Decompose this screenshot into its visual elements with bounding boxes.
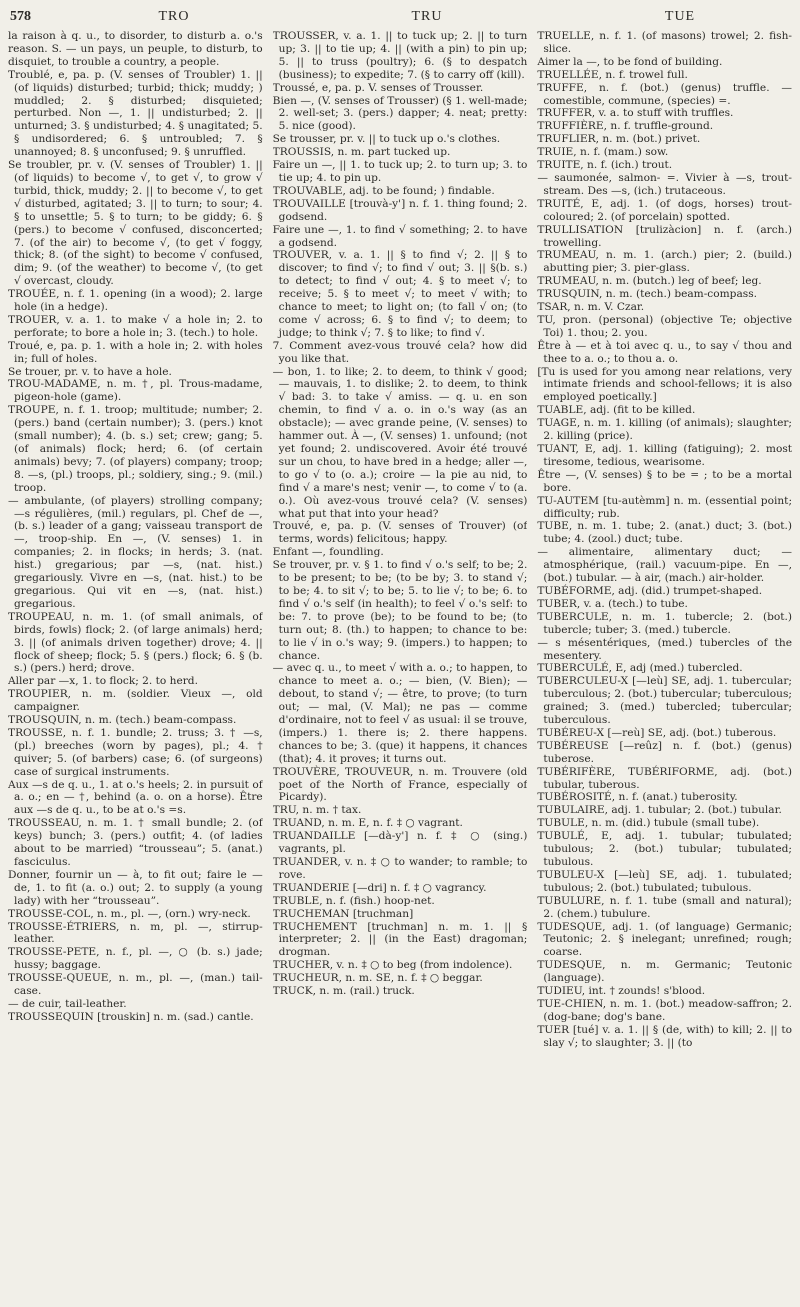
dictionary-entry: Troué, e, pa. p. 1. with a hole in; 2. with holes in; full of holes. [8,339,263,365]
dictionary-entry: TROUSQUIN, n. m. (tech.) beam-compass. [8,714,237,727]
dictionary-entry: Aimer la —, to be fond of building. [537,55,723,68]
dictionary-entry: Aux —s de q. u., 1. at o.'s heels; 2. in pursuit of a. o.; en — †, behind (a. o. on a horse). Être aux —s de q. u., to be at o.'s =s. [8,778,263,817]
column-1 [8,30,263,1307]
dictionary-entry: — s mésentériques, (med.) tubercles of the mesentery. [537,636,793,662]
dictionary-entry: Bien —, (V. senses of Trousser) (§ 1. well-made; 2. well-set; 3. (pers.) dapper; 4. neat; pretty: 5. nice (good). [272,94,528,133]
dictionary-entry: TUBULEU-X [—leù] SE, adj. 1. tubulated; tubulous; 2. (bot.) tubulated; tubulous. [537,868,793,894]
dictionary-entry: TRUELLÉE, n. f. trowel full. [537,68,688,81]
dictionary-entry: — avec q. u., to meet √ with a. o.; to happen, to chance to meet a. o.; — bien, (V. Bien); — debout, to stand √; — être, to prove; (to turn out; — mal, (V. Mal); ne pas — comme d'ordinaire, not to feel √ as usual: il se trouve, (impers.) 1. there is; 2. there happens. chances to be; 3. (que) it happens, it chances (that); 4. it proves; it turns out. [272,662,528,765]
dictionary-entry: TROUSSER, v. a. 1. || to tuck up; 2. || to turn up; 3. || to tie up; 4. || (with a pin) to pin up; 5. || to truss (poultry); 6. (§ to despatch (business); to expedite; 7. (§ to carry off (kill). [272,30,528,81]
guide-word-left: TRO [158,9,190,24]
dictionary-entry: TROUPEAU, n. m. 1. (of small animals, of birds, fowls) flock; 2. (of large animals) herd; 3. || (of animals driven together) drove; 4. || flock of sheep; flock; 5. § (pers.) flock; 6. § (b. s.) (pers.) herd; drove. [8,610,263,675]
page-number: 578 [10,9,31,24]
column-2 [273,30,528,1307]
dictionary-entry: TUBÉRIFÈRE, TUBÉRIFORME, adj. (bot.) tubular, tuberous. [537,765,793,791]
dictionary-entry: TRUIE, n. f. (mam.) sow. [537,146,669,159]
dictionary-entry: Aller par —x, 1. to flock; 2. to herd. [8,675,198,688]
dictionary-entry: TRUITE, n. f. (ich.) trout. [537,159,673,172]
dictionary-entry: TRUFLIER, n. m. (bot.) privet. [537,133,701,146]
dictionary-entry: TUER [tué] v. a. 1. || § (de, with) to kill; 2. || to slay √; to slaughter; 3. || (to [537,1023,793,1049]
dictionary-entry: TROUSSE-COL, n. m., pl. —, (orn.) wry-neck. [8,907,251,920]
dictionary-entry: Donner, fournir un — à, to fit out; faire le — de, 1. to fit (a. o.) out; 2. to supply (a young lady) with her “trousseau”. [8,868,263,907]
dictionary-entry: TROUSSE, n. f. 1. bundle; 2. truss; 3. † —s, (pl.) breeches (worn by pages), pl.; 4. † quiver; 5. (of barbers) case; 6. (of surgeons) case of surgical instruments. [8,726,263,778]
dictionary-entry: TU-AUTEM [tu-autèmm] n. m. (essential point; difficulty; rub. [537,494,793,520]
dictionary-entry: TRUCHEMAN [truchman] [272,907,414,920]
dictionary-entry: TUBÉREU-X [—reù] SE, adj. (bot.) tuberous. [537,726,777,739]
dictionary-entry: TSAR, n. m. V. Czar. [537,301,645,314]
dictionary-entry: TUBERCULÉ, E, adj (med.) tubercled. [537,662,743,675]
dictionary-entry: TROUPE, n. f. 1. troop; multitude; number; 2. (pers.) band (certain number); 3. (pers.) knot (small number); 4. (b. s.) set; crew; gang; 5. (of animals) flock; herd; 6. (of certain animals) bevy; 7. (of players) company; troop; 8. —s, (pl.) troops, pl.; soldiery, sing.; 9. (mil.) troop. [8,404,263,494]
dictionary-entry: — de cuir, tail-leather. [8,997,127,1010]
dictionary-entry: Être —, (V. senses) § to be = ; to be a mortal bore. [537,468,793,494]
dictionary-entry: TUBÉREUSE [—reûz] n. f. (bot.) (genus) tuberose. [537,739,793,765]
dictionary-entry: — saumonée, salmon- =. Vivier à —s, trout-stream. Des —s, (ich.) trutaceous. [537,171,793,197]
dictionary-entry: TROUPIER, n. m. (soldier. Vieux —, old campaigner. [8,688,263,714]
column-3 [537,30,792,1307]
dictionary-entry: TRUAND, n. m. E, n. f. ‡ ○ vagrant. [272,817,463,830]
dictionary-entry: Être à — et à toi avec q. u., to say √ thou and thee to a. o.; to thou a. o. [537,339,793,365]
dictionary-entry: TUBÉFORME, adj. (did.) trumpet-shaped. [537,584,763,597]
dictionary-entry: Faire une —, 1. to find √ something; 2. to have a godsend. [272,223,528,249]
text-columns [8,30,792,1307]
dictionary-entry: TUDIEU, int. † zounds! s'blood. [537,985,706,998]
dictionary-entry: TUBERCULE, n. m. 1. tubercle; 2. (bot.) tubercle; tuber; 3. (med.) tubercle. [537,610,793,636]
dictionary-entry: TUABLE, adj. (fit to be killed. [537,404,696,417]
dictionary-entry: TRUANDAILLE [—dà-y'] n. f. ‡ ○ (sing.) vagrants, pl. [272,830,528,856]
dictionary-entry: TRUCK, n. m. (rail.) truck. [272,985,415,998]
dictionary-entry: TROU-MADAME, n. m. †, pl. Trous-madame, pigeon-hole (game). [8,378,263,404]
dictionary-entry: TROUSSIS, n. m. part tucked up. [272,146,451,159]
dictionary-entry: TRUCHER, v. n. ‡ ○ to beg (from indolence). [272,959,513,972]
dictionary-entry: Trouvé, e, pa. p. (V. senses of Trouver) (of terms, words) felicitous; happy. [272,520,528,546]
dictionary-entry: TROUSSE-PETE, n. f., pl. —, ○ (b. s.) jade; hussy; baggage. [8,946,263,972]
dictionary-entry: la raison à q. u., to disorder, to disturb a. o.'s reason. S. — un pays, un peuple, to disturb, to disquiet, to trouble a country, a people. [8,30,263,68]
guide-word-middle: TRU [411,9,443,24]
dictionary-entry: TRUCHEMENT [truchman] n. m. 1. || § interpreter; 2. || (in the East) dragoman; drogman. [272,920,528,959]
dictionary-entry: — bon, 1. to like; 2. to deem, to think √ good; — mauvais, 1. to dislike; 2. to deem, to think √ bad: 3. to take √ amiss. — q. u. en son chemin, to find √ a. o. in o.'s way (as an obstacle); — avec grande peine, (V. senses) to hammer out. À —, (V. senses) 1. unfound; (not yet found; 2. undiscovered. Avoir été trouvé sur un chou, to have bred in a hedge; aller —, to go √ to (o. a.); croire — la pie au nid, to find √ a mare's nest; venir —, to come √ to (a. o.). Où avez-vous trouvé cela? (V. senses) what put that into your head? [272,365,528,520]
dictionary-entry: TUE-CHIEN, n. m. 1. (bot.) meadow-saffron; 2. (dog-bane; dog's bane. [537,997,793,1023]
dictionary-entry: TROUSSE-QUEUE, n. m., pl. —, (man.) tail-case. [8,972,263,998]
dictionary-entry: TROUVER, v. a. 1. || § to find √; 2. || § to discover; to find √; to find √ out; 3. || §(b. s.) to detect; to find √ out; 4. § to meet √; to receive; 5. § to meet √; to meet √ with; to chance to meet; to light on; (to fall √ on; (to come √ across; 6. § to find √; to deem; to judge; to think √; 7. § to like; to find √. [272,249,528,339]
dictionary-entry: TUBÉROSITÉ, n. f. (anat.) tuberosity. [537,791,738,804]
dictionary-entry: TRUBLE, n. f. (fish.) hoop-net. [272,894,435,907]
guide-word-right: TUE [664,9,696,24]
dictionary-entry: TUBERCULEU-X [—leù] SE, adj. 1. tubercular; tuberculous; 2. (bot.) tubercular; tuberculous; grained; 3. (med.) tubercled; tubercular; tuberculous. [537,675,793,727]
dictionary-entry: Faire un —, || 1. to tuck up; 2. to turn up; 3. to tie up; 4. to pin up. [272,159,528,184]
dictionary-entry: 7. Comment avez-vous trouvé cela? how did you like that. [272,339,528,365]
dictionary-entry: TUBER, v. a. (tech.) to tube. [537,597,688,610]
dictionary-entry: TUBULE, n. m. (did.) tubule (small tube). [537,817,760,830]
dictionary-entry: TRUSQUIN, n. m. (tech.) beam-compass. [537,288,758,301]
dictionary-entry: TRUFFIÈRE, n. f. truffle-ground. [537,120,714,133]
dictionary-entry: TUDESQUE, n. m. Germanic; Teutonic (language). [537,959,793,985]
dictionary-entry: TUBULAIRE, adj. 1. tubular; 2. (bot.) tubular. [537,804,782,817]
dictionary-entry: TRUITÉ, E, adj. 1. (of dogs, horses) trout-coloured; 2. (of porcelain) spotted. [537,197,793,223]
dictionary-entry: Se trouer, pr. v. to have a hole. [8,365,172,378]
dictionary-entry: Enfant —, foundling. [272,546,384,559]
dictionary-entry: TUBE, n. m. 1. tube; 2. (anat.) duct; 3. (bot.) tube; 4. (zool.) duct; tube. [537,520,793,546]
dictionary-entry: TUANT, E, adj. 1. killing (fatiguing); 2. most tiresome, tedious, wearisome. [537,443,793,468]
dictionary-entry: Se trouver, pr. v. § 1. to find √ o.'s self; to be; 2. to be present; to be; (to be by; 3. to stand √; to be; 4. to sit √; to be; 5. to lie √; to be; 6. to find √ o.'s self (in health); to feel √ o.'s self: to be: 7. to prove (be); to be found to be; (to turn out; 8. (th.) to happen; to chance to be: to lie √ in o.'s way; 9. (impers.) to happen; to chance. [272,559,528,662]
dictionary-entry: TRUMEAU, n. m. 1. (arch.) pier; 2. (build.) abutting pier; 3. pier-glass. [537,249,793,275]
dictionary-entry: TRU, n. m. † tax. [272,804,362,817]
dictionary-entry: TROUSSEQUIN [trouskin] n. m. (sad.) cantle. [8,1010,254,1023]
dictionary-entry: TROUVAILLE [trouvà-y'] n. f. 1. thing found; 2. godsend. [272,197,528,223]
dictionary-entry: TUDESQUE, adj. 1. (of language) Germanic; Teutonic; 2. § inelegant; unrefined; rough; coarse. [537,920,793,959]
dictionary-entry: TUAGE, n. m. 1. killing (of animals); slaughter; 2. killing (price). [537,417,793,443]
dictionary-entry: — ambulante, (of players) strolling company; —s régulières, (mil.) regulars, pl. Chef de —, (b. s.) leader of a gang; vaisseau transport de —, troop-ship. En —, (V. senses) 1. in companies; 2. in flocks; in herds; 3. (nat. hist.) gregarious; par —s, (nat. hist.) gregariously. Vivre en —s, (nat. hist.) to be gregarious. Qui vit en —s, (nat. hist.) gregarious. [8,494,263,610]
dictionary-entry: Se trousser, pr. v. || to tuck up o.'s clothes. [272,133,501,146]
dictionary-entry: TRUFFE, n. f. (bot.) (genus) truffle. — comestible, commune, (species) =. [537,81,793,107]
dictionary-entry: [Tu is used for you among near relations, very intimate friends and school-fellows; it is also employed poetically.] [537,365,793,404]
dictionary-entry: Troublé, e, pa. p. (V. senses of Troubler) 1. || (of liquids) disturbed; turbid; thick; muddy; ) muddled; 2. § disturbed; disquieted; perturbed. Non —, 1. || undisturbed; 2. || unturned; 3. § undisturbed; 4. § unagitated; 5. § undisordered; 6. § untroubled; 7. § unannoyed; 8. § unconfused; 9. § unruffled. [8,68,263,159]
dictionary-entry: TRUANDER, v. n. ‡ ○ to wander; to ramble; to rove. [272,856,528,881]
dictionary-entry: TRUCHEUR, n. m. SE, n. f. ‡ ○ beggar. [272,972,483,985]
dictionary-entry: Troussé, e, pa. p. V. senses of Trousser. [272,81,484,94]
dictionary-entry: TRUANDERIE [—dri] n. f. ‡ ○ vagrancy. [272,881,487,894]
dictionary-entry: TU, pron. (personal) (objective Te; objective Toi) 1. thou; 2. you. [537,313,793,339]
dictionary-entry: TROUVÈRE, TROUVEUR, n. m. Trouvere (old poet of the North of France, especially of Picardy). [272,765,528,804]
dictionary-entry: TROUSSE-ÉTRIERS, n. m, pl. —, stirrup-leather. [8,920,263,946]
dictionary-entry: TRUMEAU, n. m. (butch.) leg of beef; leg. [537,275,762,288]
dictionary-entry: TRUFFER, v. a. to stuff with truffles. [537,107,734,120]
dictionary-entry: TRULLISATION [trulizàcion] n. f. (arch.) trowelling. [537,223,793,249]
dictionary-entry: TRUELLE, n. f. 1. (of masons) trowel; 2. fish-slice. [537,30,793,55]
dictionary-entry: — alimentaire, alimentary duct; — atmosphérique, (rail.) vacuum-pipe. En —, (bot.) tubular. — à air, (mach.) air-holder. [537,546,793,585]
dictionary-entry: TROUÉE, n. f. 1. opening (in a wood); 2. large hole (in a hedge). [8,288,263,314]
dictionary-entry: TUBULÉ, E, adj. 1. tubular; tubulated; tubulous; 2. (bot.) tubular; tubulated; tubulous. [537,830,793,868]
dictionary-entry: Se troubler, pr. v. (V. senses of Troubler) 1. || (of liquids) to become √, to get √, to grow √ turbid, thick, muddy; 2. || to become √, to get √ disturbed, agitated; 3. || to turn; to sour; 4. § to unsettle; 5. § to turn; to be giddy; 6. § (pers.) to become √ confused, disconcerted; 7. (of the air) to become √, (to get √ foggy, thick; 8. (of the sight) to become √ confused, dim; 9. (of the weather) to become √, (to get √ overcast, cloudy. [8,159,263,288]
dictionary-entry: TROUER, v. a. 1. to make √ a hole in; 2. to perforate; to bore a hole in; 3. (tech.) to hole. [8,313,263,339]
running-header [10,6,790,28]
dictionary-entry: TUBULURE, n. f. 1. tube (small and natural); 2. (chem.) tubulure. [537,894,793,920]
dictionary-entry: TROUSSEAU, n. m. 1. † small bundle; 2. (of keys) bunch; 3. (pers.) outfit; 4. (of ladies about to be married) “trousseau”; 5. (anat.) fasciculus. [8,817,263,868]
dictionary-entry: TROUVABLE, adj. to be found; ) findable. [272,184,495,197]
